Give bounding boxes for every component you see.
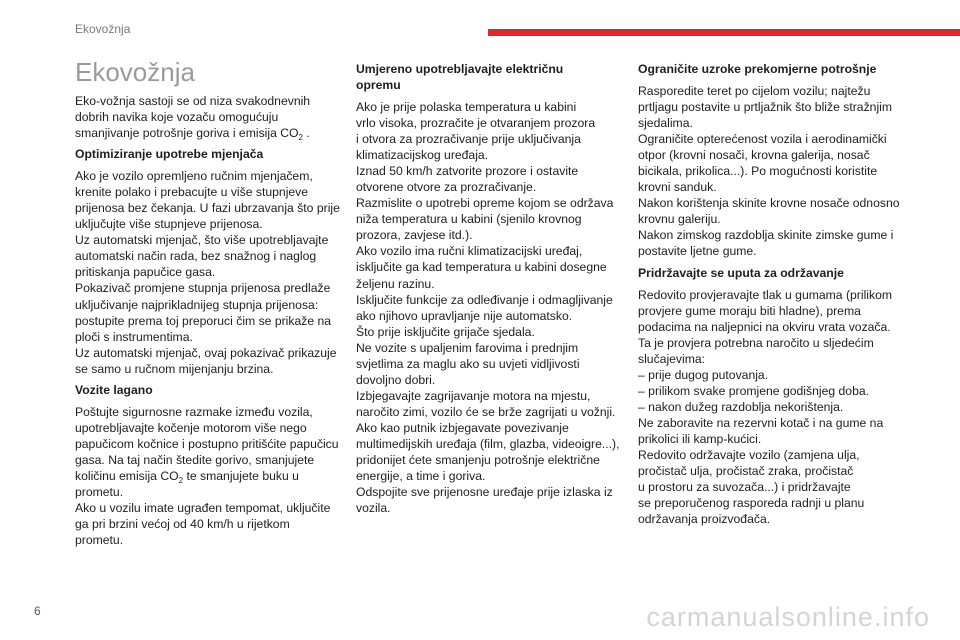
section-text-drive-gently — [75, 404, 347, 548]
section-heading-gearbox: Optimiziranje upotrebe mjenjača — [75, 147, 264, 162]
co2-subscript: 2 — [178, 475, 184, 485]
running-header: Ekovožnja — [75, 22, 131, 36]
column-right — [638, 61, 923, 532]
column-left — [75, 58, 347, 553]
header-accent-bar — [488, 29, 960, 36]
intro-text: Eko-vožnja sastoji se od niza svakodnevnih dobrih navika koje vozaču omogućuju smanjivanje potrošnje goriva i emisija CO — [75, 94, 311, 141]
section-text-gearbox: Ako je vozilo opremljeno ručnim mjenjačem, krenite polako i prebacujte u više stupnjeve prijenosa bez čekanja. U fazi ubrzavanja što prije uključujte više stupnjeve prijenosa. Uz automatski mjenjač, što više upotrebljavajte automatski način rada, bez snažnog i naglog pritiskanja papučice gasa. Pokazivač promjene stupnja prijenosa predlaže uključivanje najprikladnijeg stupnja prijenosa: postupite prema toj preporuci čim se prikaže na ploči s instrumentima. Uz automatski mjenjač, ovaj pokazivač prikazuje se samo u ručnom mijenjanju brzina. — [75, 169, 340, 376]
drive-gently-text-b: te smanjujete buku u prometu. Ako u vozilu imate ugrađen tempomat, uključite ga pri brzini većoj od 40 km/h u rijetkom prometu. — [75, 468, 331, 548]
section-heading-drive-gently: Vozite lagano — [75, 382, 153, 397]
section-text-consumption: Rasporedite teret po cijelom vozilu; najtežu prtljagu postavite u prtljažnik što bliže stražnjim sjedalima. Ograničite opterećenost vozila i aerodinamički otpor (krovni nosači, krovna galerija, nosač bicikala, prikolica...). Po mogućnosti koristite krovni sanduk. Nakon korištenja skinite krovne nosače odnosno krovnu galeriju. Nakon zimskog razdoblja skinite zimske gume i postavite ljetne gume. — [638, 84, 900, 259]
watermark: carmanualsonline.info — [646, 602, 930, 632]
section-text-electrical: Ako je prije polaska temperatura u kabini vrlo visoka, prozračite je otvaranjem prozora i otvora za prozračivanje prije uključivanja klimatizacijskog uređaja. Iznad 50 km/h zatvorite prozore i ostavite otvorene otvore za prozračivanje. Razmislite o upotrebi opreme kojom se održava niža temperatura u kabini (sjenilo krovnog prozora, zavjese itd.). Ako vozilo ima ručni klimatizacijski uređaj, isključite ga kad temperatura u kabini dosegne željenu razinu. Isključite funkcije za odleđivanje i odmagljivanje ako njihovo upravljanje nije automatsko. Što prije isključite grijače sjedala. Ne vozite s upaljenim farovima i prednjim svjetlima za maglu ako su uvjeti vidljivosti dovoljno dobri. Izbjegavajte zagrijavanje motora na mjestu, naročito zimi, vozilo će se brže zagrijati u vožnji. Ako kao putnik izbjegavate povezivanje multimedijskih uređaja (film, glazba, videoigre...), pridonijet ćete smanjenju potrošnje električne energije, a time i goriva. Odspojite sve prijenosne uređaje prije izlaska iz vozila. — [356, 100, 620, 516]
section-heading-consumption: Ograničite uzroke prekomjerne potrošnje — [638, 62, 877, 76]
section-heading-maintenance: Pridržavajte se uputa za održavanje — [638, 265, 844, 280]
page-number: 6 — [34, 604, 41, 618]
page-title: Ekovožnja — [75, 57, 195, 87]
intro-paragraph — [75, 93, 347, 141]
intro-tail: . — [302, 126, 310, 141]
section-text-maintenance: Redovito provjeravajte tlak u gumama (prilikom provjere gume moraju biti hladne), prema podacima na naljepnici na okviru vrata vozača. Ta je provjera potrebna naročito u sljedećim slučajevima: – prije dugog putovanja. – prilikom svake promjene godišnjeg doba. – nakon dužeg razdoblja nekorištenja. Ne zaboravite na rezervni kotač i na gume na prikolici ili kamp-kućici. Redovito održavajte vozilo (zamjena ulja, pročistač ulja, pročistač zraka, pročistač u prostoru za suvozača...) i pridržavajte se preporučenog rasporeda radnji u planu održavanja proizvođača. — [638, 287, 893, 527]
drive-gently-text-a: Poštujte sigurnosne razmake između vozila, upotrebljavajte kočenje motorom više nego papučicom kočnice i postupno pritišćite papučicu gasa. Na taj način štedite gorivo, smanjujete količinu emisija CO — [75, 404, 339, 483]
column-middle — [356, 61, 628, 521]
co2-subscript: 2 — [298, 133, 303, 143]
section-heading-electrical: Umjereno upotrebljavajte električnu opremu — [356, 62, 564, 92]
